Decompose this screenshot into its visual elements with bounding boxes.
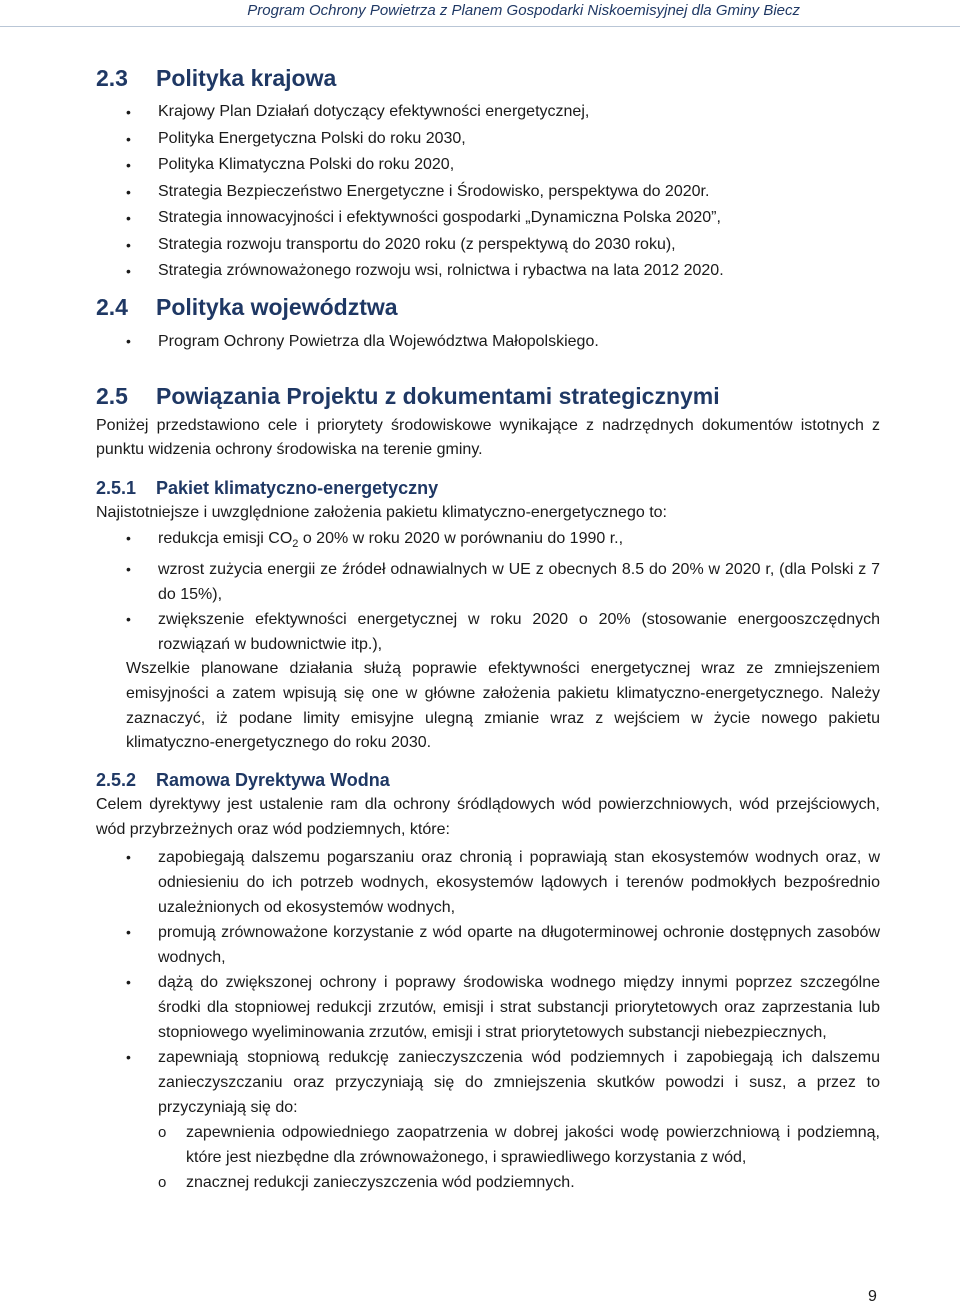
list-item: • promują zrównoważone korzystanie z wód oparte na długoterminowej ochronie dostępnych zasobów wodnych, xyxy=(96,920,880,970)
list-item: • Strategia innowacyjności i efektywności gospodarki „Dynamiczna Polska 2020”, xyxy=(96,205,880,232)
heading-number: 2.4 xyxy=(96,293,128,320)
header-title: Program Ochrony Powietrza z Planem Gospodarki Niskoemisyjnej dla Gminy Biecz xyxy=(247,2,800,19)
heading-2-5 xyxy=(96,380,880,412)
list-item: • Polityka Energetyczna Polski do roku 2030, xyxy=(96,126,880,153)
list-item: • zapobiegają dalszemu pogarszaniu oraz chronią i poprawiają stan ekosystemów wodnych oraz, w odniesieniu do ich potrzeb wodnych, ekosystemów lądowych i terenów podmokłych bezpośrednio uzależnionych od ekosystemów wodnych, xyxy=(96,845,880,920)
page-content xyxy=(96,62,880,1195)
heading-2-3 xyxy=(96,62,880,94)
list-item: • zwiększenie efektywności energetycznej w roku 2020 o 20% (stosowanie energooszczędnych rozwiązań w budownictwie itp.), xyxy=(96,607,880,657)
list-item: • Program Ochrony Powietrza dla Województwa Małopolskiego. xyxy=(96,329,880,354)
section-intro: Poniżej przedstawiono cele i priorytety środowiskowe wynikające z nadrzędnych dokumentów istotnych z punktu widzenia ochrony środowiska na terenie gminy. xyxy=(96,416,880,459)
heading-number: 2.3 xyxy=(96,65,128,91)
heading-2-5-2 xyxy=(96,768,880,793)
heading-title: Polityka województwa xyxy=(156,293,398,320)
heading-number: 2.5 xyxy=(96,382,128,409)
list-item: • Strategia rozwoju transportu do 2020 roku (z perspektywą do 2030 roku), xyxy=(96,232,880,259)
directive-sublist xyxy=(96,1120,880,1195)
list-item: • Polityka Klimatyczna Polski do roku 2020, xyxy=(96,152,880,179)
directive-intro: Celem dyrektywy jest ustalenie ram dla ochrony śródlądowych wód powierzchniowych, wód przejściowych, wód przybrzeżnych oraz wód podziemnych, które: xyxy=(96,796,880,839)
list-item xyxy=(96,526,880,557)
heading-title: Ramowa Dyrektywa Wodna xyxy=(156,770,390,791)
sub-list-item: o zapewnienia odpowiedniego zaopatrzenia w dobrej jakości wodę powierzchniową i podziemną, które jest niezbędne dla zrównoważonego, i sprawiedliwego korzystania z wód, xyxy=(126,1120,880,1170)
regional-policy-list xyxy=(96,329,880,354)
package-list xyxy=(96,526,880,657)
package-intro: Najistotniejsze i uwzględnione założenia pakietu klimatyczno-energetycznego to: xyxy=(96,504,667,522)
list-item: • Krajowy Plan Działań dotyczący efektywności energetycznej, xyxy=(96,99,880,126)
heading-title: Powiązania Projektu z dokumentami strategicznymi xyxy=(156,382,720,409)
directive-list xyxy=(96,845,880,1120)
heading-title: Pakiet klimatyczno-energetyczny xyxy=(156,478,439,499)
list-item: • Strategia zrównoważonego rozwoju wsi, rolnictwa i rybactwa na lata 2012 2020. xyxy=(96,258,880,285)
heading-title: Polityka krajowa xyxy=(156,65,337,91)
list-item: • wzrost zużycia energii ze źródeł odnawialnych w UE z obecnych 8.5 do 20% w 2020 r, (dla Polski z 7 do 15%), xyxy=(96,557,880,607)
page-number: 9 xyxy=(868,1288,877,1305)
sub-list-item: o znacznej redukcji zanieczyszczenia wód podziemnych. xyxy=(126,1170,880,1195)
co2-subscript: 2 xyxy=(292,538,299,551)
heading-2-4 xyxy=(96,291,880,323)
list-item: • Strategia Bezpieczeństwo Energetyczne i Środowisko, perspektywa do 2020r. xyxy=(96,179,880,206)
page-header xyxy=(0,0,960,27)
co2-text-post: o 20% w roku 2020 w porównaniu do 1990 r., xyxy=(298,529,624,547)
co2-text-pre: redukcja emisji CO xyxy=(158,529,293,547)
heading-number: 2.5.2 xyxy=(96,770,137,791)
package-closing: Wszelkie planowane działania służą poprawie efektywności energetycznej wraz ze zmniejszeniem emisyjności a zatem wpisują się one w główne założenia pakietu klimatyczno-energetycznego. Należy zaznaczyć, iż podane limity emisyjne ulegną zmianie wraz z wejściem w życie nowego pakietu klimatyczno-energetycznego do roku 2030. xyxy=(126,660,880,752)
list-item: • zapewniają stopniową redukcję zanieczyszczenia wód podziemnych i zapobiegają ich dalszemu zanieczyszczaniu oraz przyczyniają się do zmniejszenia skutków powodzi i susz, a przez to przyczyniają się do: xyxy=(96,1045,880,1120)
list-item: • dążą do zwiększonej ochrony i poprawy środowiska wodnego między innymi poprzez szczególne środki dla stopniowej redukcji zrzutów, emisji i strat substancji priorytetowych oraz zaprzestania lub stopniowego wyeliminowania zrzutów, emisji i strat priorytetowych substancji niebezpiecznych, xyxy=(96,970,880,1045)
heading-2-5-1 xyxy=(96,476,880,501)
heading-number: 2.5.1 xyxy=(96,478,137,499)
national-policy-list xyxy=(96,99,880,285)
